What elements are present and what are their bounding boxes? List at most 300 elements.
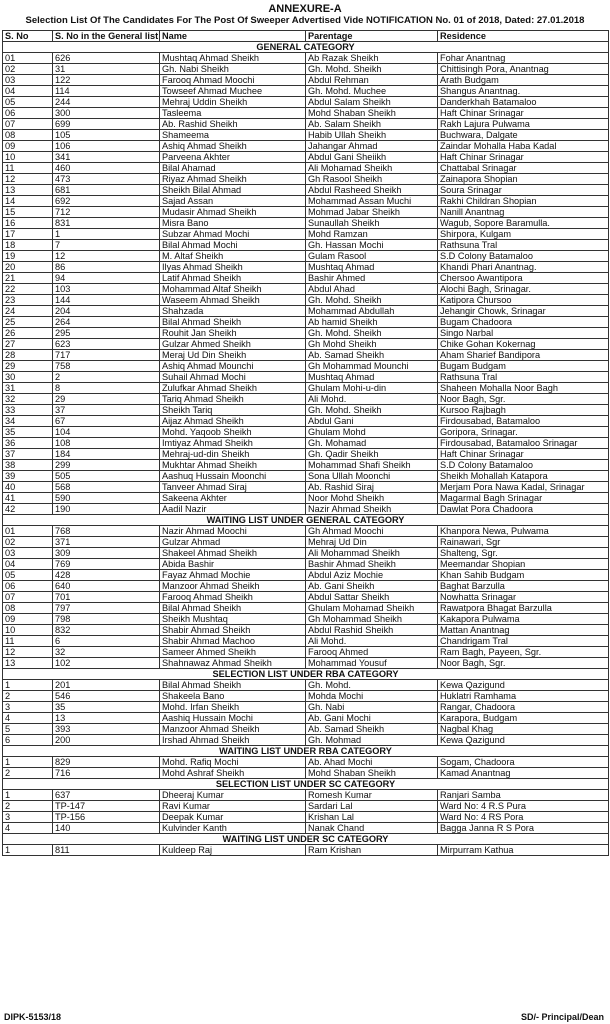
cell-sno: 11 [3,163,53,174]
cell-sno: 01 [3,526,53,537]
cell-general-list-sno: 758 [53,361,160,372]
cell-parentage: Ali Mohd. [306,636,438,647]
cell-general-list-sno: 637 [53,790,160,801]
cell-general-list-sno: 701 [53,592,160,603]
cell-name: Shabir Ahmad Sheikh [160,625,306,636]
cell-parentage: Sona Ullah Moonchi [306,471,438,482]
cell-parentage: Noor Mohd Sheikh [306,493,438,504]
cell-residence: Sogam, Chadoora [438,757,609,768]
cell-general-list-sno: 295 [53,328,160,339]
document-subtitle: Selection List Of The Candidates For The Post Of Sweeper Advertised Vide NOTIFICATION No. 01 of 2018, Dated: 27.01.2018 [25,15,585,26]
cell-general-list-sno: 184 [53,449,160,460]
table-row [3,339,609,350]
cell-sno: 03 [3,548,53,559]
cell-sno: 14 [3,196,53,207]
table-row [3,801,609,812]
cell-name: Bilal Ahmad Mochi [160,240,306,251]
cell-residence: Zainapora Shopian [438,174,609,185]
cell-name: Sheikh Mushtaq [160,614,306,625]
cell-parentage: Gh Mohammad Mounchi [306,361,438,372]
cell-parentage: Abdul Salam Sheikh [306,97,438,108]
cell-residence: Huklatri Ramhama [438,691,609,702]
table-row [3,471,609,482]
cell-parentage: Ab. Rashid Siraj [306,482,438,493]
cell-residence: Shirpora, Kulgam [438,229,609,240]
table-row [3,625,609,636]
cell-residence: Zaindar Mohalla Haba Kadal [438,141,609,152]
cell-residence: Ward No: 4 R.S Pura [438,801,609,812]
cell-name: Latif Ahmad Sheikh [160,273,306,284]
cell-sno: 5 [3,724,53,735]
cell-general-list-sno: 140 [53,823,160,834]
cell-residence: Singo Narbal [438,328,609,339]
cell-parentage: Krishan Lal [306,812,438,823]
cell-name: Misra Bano [160,218,306,229]
cell-parentage: Mohd Shaban Sheikh [306,768,438,779]
table-row [3,251,609,262]
cell-name: Shabir Ahmad Machoo [160,636,306,647]
cell-general-list-sno: 12 [53,251,160,262]
cell-name: M. Altaf Sheikh [160,251,306,262]
cell-residence: Bagga Janna R S Pora [438,823,609,834]
cell-general-list-sno: 681 [53,185,160,196]
cell-sno: 10 [3,625,53,636]
table-row [3,229,609,240]
table-row [3,460,609,471]
cell-sno: 41 [3,493,53,504]
cell-residence: Rainawari, Sgr [438,537,609,548]
cell-general-list-sno: 832 [53,625,160,636]
section-header-row [3,669,609,680]
column-header-name: Name [160,31,306,42]
cell-sno: 2 [3,691,53,702]
cell-general-list-sno: 32 [53,647,160,658]
cell-sno: 11 [3,636,53,647]
cell-parentage: Abdul Gani Sheiikh [306,152,438,163]
cell-name: Mohd. Yaqoob Sheikh [160,427,306,438]
column-header-sno: S. No [3,31,53,42]
section-title: SELECTION LIST UNDER RBA CATEGORY [3,669,609,680]
cell-general-list-sno: 299 [53,460,160,471]
table-row [3,845,609,856]
cell-name: Waseem Ahmad Sheikh [160,295,306,306]
cell-name: Subzar Ahmad Mochi [160,229,306,240]
cell-sno: 01 [3,53,53,64]
cell-residence: Goripora, Srinagar. [438,427,609,438]
cell-residence: Mirpurram Kathua [438,845,609,856]
cell-general-list-sno: 37 [53,405,160,416]
table-row [3,790,609,801]
cell-general-list-sno: 811 [53,845,160,856]
table-row [3,823,609,834]
table-row [3,240,609,251]
cell-name: Riyaz Ahmad Sheikh [160,174,306,185]
cell-sno: 20 [3,262,53,273]
table-row [3,702,609,713]
cell-residence: Haft Chinar Srinagar [438,449,609,460]
cell-parentage: Gh. Mohd. Muchee [306,86,438,97]
cell-general-list-sno: 102 [53,658,160,669]
table-row [3,526,609,537]
cell-parentage: Abdul Rehman [306,75,438,86]
cell-sno: 4 [3,823,53,834]
cell-name: Gulzar Ahmed Sheikh [160,339,306,350]
cell-residence: Noor Bagh, Sgr. [438,394,609,405]
section-title: WAITING LIST UNDER RBA CATEGORY [3,746,609,757]
cell-sno: 24 [3,306,53,317]
section-title: WAITING LIST UNDER SC CATEGORY [3,834,609,845]
cell-name: Kulvinder Kanth [160,823,306,834]
cell-parentage: Ab. Samad Sheikh [306,350,438,361]
cell-residence: Rangar, Chadoora [438,702,609,713]
cell-sno: 3 [3,812,53,823]
cell-residence: Khan Sahib Budgam [438,570,609,581]
cell-general-list-sno: 31 [53,64,160,75]
cell-residence: Chittisingh Pora, Anantnag [438,64,609,75]
cell-parentage: Gulam Rasool [306,251,438,262]
table-row [3,86,609,97]
table-row [3,97,609,108]
cell-name: Shahnawaz Ahmad Sheikh [160,658,306,669]
cell-residence: Danderkhah Batamaloo [438,97,609,108]
cell-residence: Arath Budgam [438,75,609,86]
cell-general-list-sno: 6 [53,636,160,647]
cell-residence: Magarmal Bagh Srinagar [438,493,609,504]
table-row [3,581,609,592]
table-row [3,757,609,768]
table-row [3,691,609,702]
cell-residence: Chike Gohan Kokernag [438,339,609,350]
cell-name: Mehraj-ud-din Sheikh [160,449,306,460]
cell-sno: 37 [3,449,53,460]
cell-residence: Nanill Anantnag [438,207,609,218]
table-row [3,427,609,438]
cell-name: Sheikh Bilal Ahmad [160,185,306,196]
cell-parentage: Mehraj Ud Din [306,537,438,548]
cell-name: Tariq Ahmad Sheikh [160,394,306,405]
table-row [3,163,609,174]
cell-parentage: Gh Rasool Sheikh [306,174,438,185]
cell-parentage: Farooq Ahmed [306,647,438,658]
cell-parentage: Ab Razak Sheikh [306,53,438,64]
cell-residence: Katipora Chursoo [438,295,609,306]
cell-parentage: Ab hamid Sheikh [306,317,438,328]
cell-name: Nazir Ahmad Moochi [160,526,306,537]
cell-general-list-sno: 393 [53,724,160,735]
table-row [3,713,609,724]
column-header-general-list-sno: S. No in the General list [53,31,160,42]
cell-sno: 15 [3,207,53,218]
cell-general-list-sno: 716 [53,768,160,779]
cell-name: Zulufkar Ahmad Sheikh [160,383,306,394]
table-row [3,592,609,603]
cell-parentage: Abdul Gani [306,416,438,427]
section-header-row [3,834,609,845]
cell-name: Dheeraj Kumar [160,790,306,801]
cell-residence: Nagbal Khag [438,724,609,735]
cell-general-list-sno: 114 [53,86,160,97]
table-row [3,416,609,427]
cell-general-list-sno: 204 [53,306,160,317]
cell-sno: 05 [3,97,53,108]
cell-residence: Mattan Anantnag [438,625,609,636]
cell-name: Shakeel Ahmad Sheikh [160,548,306,559]
cell-residence: Soura Srinagar [438,185,609,196]
cell-name: Deepak Kumar [160,812,306,823]
cell-sno: 09 [3,614,53,625]
cell-name: Sameer Ahmed Sheikh [160,647,306,658]
cell-general-list-sno: 244 [53,97,160,108]
cell-residence: Meemandar Shopian [438,559,609,570]
cell-residence: Wagub, Sopore Baramulla. [438,218,609,229]
cell-parentage: Gh. Mohd. Sheikh [306,405,438,416]
cell-residence: Chersoo Awantipora [438,273,609,284]
cell-parentage: Ghulam Mohd [306,427,438,438]
cell-sno: 02 [3,64,53,75]
cell-parentage: Gh. Mohd. Sheikh [306,295,438,306]
table-row [3,768,609,779]
table-row [3,75,609,86]
cell-parentage: Mohmad Jabar Sheikh [306,207,438,218]
table-row [3,284,609,295]
cell-parentage: Ghulam Mohi-u-din [306,383,438,394]
cell-sno: 2 [3,768,53,779]
cell-sno: 16 [3,218,53,229]
cell-parentage: Ram Krishan [306,845,438,856]
cell-parentage: Mushtaq Ahmad [306,372,438,383]
cell-general-list-sno: 106 [53,141,160,152]
cell-name: Bilal Ahamad [160,163,306,174]
cell-parentage: Gh. Mohd. Sheikh [306,328,438,339]
cell-sno: 35 [3,427,53,438]
table-row [3,196,609,207]
cell-sno: 28 [3,350,53,361]
cell-sno: 32 [3,394,53,405]
cell-residence: Ram Bagh, Payeen, Sgr. [438,647,609,658]
cell-residence: Alochi Bagh, Srinagar. [438,284,609,295]
cell-name: Sakeena Akhter [160,493,306,504]
cell-parentage: Ali Mohammad Sheikh [306,548,438,559]
cell-residence: Bugam Chadoora [438,317,609,328]
cell-general-list-sno: 692 [53,196,160,207]
cell-parentage: Abdul Ahad [306,284,438,295]
cell-sno: 27 [3,339,53,350]
cell-parentage: Sardari Lal [306,801,438,812]
table-row [3,64,609,75]
cell-residence: Kakapora Pulwama [438,614,609,625]
cell-sno: 29 [3,361,53,372]
table-row [3,306,609,317]
cell-name: Gulzar Ahmad [160,537,306,548]
cell-residence: Aham Sharief Bandipora [438,350,609,361]
cell-sno: 34 [3,416,53,427]
section-header-row [3,779,609,790]
cell-parentage: Habib Ullah Sheikh [306,130,438,141]
cell-residence: Fohar Anantnag [438,53,609,64]
cell-name: Bilal Ahmad Sheikh [160,603,306,614]
cell-residence: Rawatpora Bhagat Barzulla [438,603,609,614]
cell-parentage: Nanak Chand [306,823,438,834]
cell-sno: 18 [3,240,53,251]
cell-general-list-sno: 768 [53,526,160,537]
cell-sno: 13 [3,658,53,669]
cell-name: Mukhtar Ahmad Sheikh [160,460,306,471]
table-row [3,636,609,647]
cell-parentage: Mohammad Yousuf [306,658,438,669]
cell-parentage: Gh Ahmad Moochi [306,526,438,537]
cell-name: Mudasir Ahmad Sheikh [160,207,306,218]
cell-general-list-sno: 640 [53,581,160,592]
table-row [3,119,609,130]
cell-sno: 36 [3,438,53,449]
cell-parentage: Gh. Mohmad [306,735,438,746]
cell-general-list-sno: 590 [53,493,160,504]
table-row [3,53,609,64]
cell-residence: Khanpora Newa, Pulwama [438,526,609,537]
cell-parentage: Abdul Sattar Sheikh [306,592,438,603]
cell-residence: Merjam Pora Nawa Kadal, Srinagar [438,482,609,493]
cell-name: Farooq Ahmad Sheikh [160,592,306,603]
cell-general-list-sno: TP-156 [53,812,160,823]
cell-residence: Rathsuna Tral [438,240,609,251]
table-row [3,361,609,372]
table-row [3,328,609,339]
cell-sno: 08 [3,603,53,614]
table-row [3,174,609,185]
cell-general-list-sno: 769 [53,559,160,570]
table-row [3,350,609,361]
cell-name: Mehraj Uddin Sheikh [160,97,306,108]
cell-general-list-sno: 144 [53,295,160,306]
table-row [3,603,609,614]
cell-parentage: Gh. Qadir Sheikh [306,449,438,460]
table-row [3,812,609,823]
cell-name: Aashiq Hussain Mochi [160,713,306,724]
table-row [3,185,609,196]
cell-sno: 39 [3,471,53,482]
cell-sno: 31 [3,383,53,394]
cell-general-list-sno: 797 [53,603,160,614]
cell-residence: Kewa Qazigund [438,680,609,691]
cell-general-list-sno: 105 [53,130,160,141]
table-row [3,548,609,559]
cell-name: Shameema [160,130,306,141]
table-row [3,207,609,218]
cell-sno: 19 [3,251,53,262]
cell-residence: Ranjari Samba [438,790,609,801]
cell-name: Mohd Ashraf Sheikh [160,768,306,779]
cell-sno: 12 [3,174,53,185]
cell-general-list-sno: 568 [53,482,160,493]
table-row [3,372,609,383]
cell-general-list-sno: 831 [53,218,160,229]
cell-general-list-sno: 104 [53,427,160,438]
table-row [3,559,609,570]
table-row [3,295,609,306]
cell-residence: Rathsuna Tral [438,372,609,383]
cell-residence: Rakhi Childran Shopian [438,196,609,207]
cell-name: Abida Bashir [160,559,306,570]
cell-residence: Ward No: 4 RS Pora [438,812,609,823]
cell-general-list-sno: 201 [53,680,160,691]
section-title: GENERAL CATEGORY [3,42,609,53]
cell-sno: 05 [3,570,53,581]
cell-parentage: Abdul Aziz Mochie [306,570,438,581]
cell-general-list-sno: 300 [53,108,160,119]
section-title: SELECTION LIST UNDER SC CATEGORY [3,779,609,790]
cell-parentage: Abdul Rasheed Sheikh [306,185,438,196]
cell-residence: Rakh Lajura Pulwama [438,119,609,130]
cell-sno: 1 [3,757,53,768]
cell-sno: 02 [3,537,53,548]
cell-residence: Bugam Budgam [438,361,609,372]
cell-sno: 09 [3,141,53,152]
cell-parentage: Ab. Ahad Mochi [306,757,438,768]
cell-parentage: Sunaullah Sheikh [306,218,438,229]
cell-general-list-sno: 94 [53,273,160,284]
cell-name: Ilyas Ahmad Sheikh [160,262,306,273]
cell-sno: 38 [3,460,53,471]
cell-parentage: Ali Mohd. [306,394,438,405]
cell-residence: Firdousabad, Batamaloo Srinagar [438,438,609,449]
cell-parentage: Gh. Mohd. [306,680,438,691]
table-row [3,405,609,416]
cell-sno: 1 [3,790,53,801]
cell-residence: Haft Chinar Srinagar [438,108,609,119]
table-row [3,482,609,493]
table-row [3,273,609,284]
table-header-row [3,31,609,42]
cell-parentage: Gh. Hassan Mochi [306,240,438,251]
cell-parentage: Nazir Ahmad Sheikh [306,504,438,515]
cell-parentage: Ali Mohamad Sheikh [306,163,438,174]
table-body [3,42,609,856]
cell-name: Rouhit Jan Sheikh [160,328,306,339]
table-row [3,537,609,548]
section-header-row [3,746,609,757]
signature-line: SD/- Principal/Dean [520,1012,604,1022]
cell-general-list-sno: 190 [53,504,160,515]
cell-name: Ab. Rashid Sheikh [160,119,306,130]
table-row [3,317,609,328]
table-row [3,141,609,152]
table-row [3,218,609,229]
cell-sno: 21 [3,273,53,284]
cell-name: Mohd. Irfan Sheikh [160,702,306,713]
cell-residence: Sheikh Mohallah Katapora [438,471,609,482]
cell-residence: Karapora, Budgam [438,713,609,724]
cell-sno: 07 [3,119,53,130]
cell-general-list-sno: 460 [53,163,160,174]
cell-name: Manzoor Ahmad Sheikh [160,724,306,735]
cell-parentage: Mohammad Shafi Sheikh [306,460,438,471]
cell-name: Ashiq Ahmad Mounchi [160,361,306,372]
cell-parentage: Jahangar Ahmad [306,141,438,152]
cell-residence: Dawlat Pora Chadoora [438,504,609,515]
table-row [3,724,609,735]
cell-name: Sheikh Tariq [160,405,306,416]
cell-name: Ashiq Ahmad Sheikh [160,141,306,152]
cell-sno: 04 [3,86,53,97]
cell-general-list-sno: 798 [53,614,160,625]
cell-general-list-sno: 1 [53,229,160,240]
cell-sno: 1 [3,680,53,691]
cell-name: Bilal Ahmad Sheikh [160,317,306,328]
cell-general-list-sno: 122 [53,75,160,86]
cell-general-list-sno: 699 [53,119,160,130]
cell-sno: 17 [3,229,53,240]
cell-parentage: Mohd Shaban Sheikh [306,108,438,119]
